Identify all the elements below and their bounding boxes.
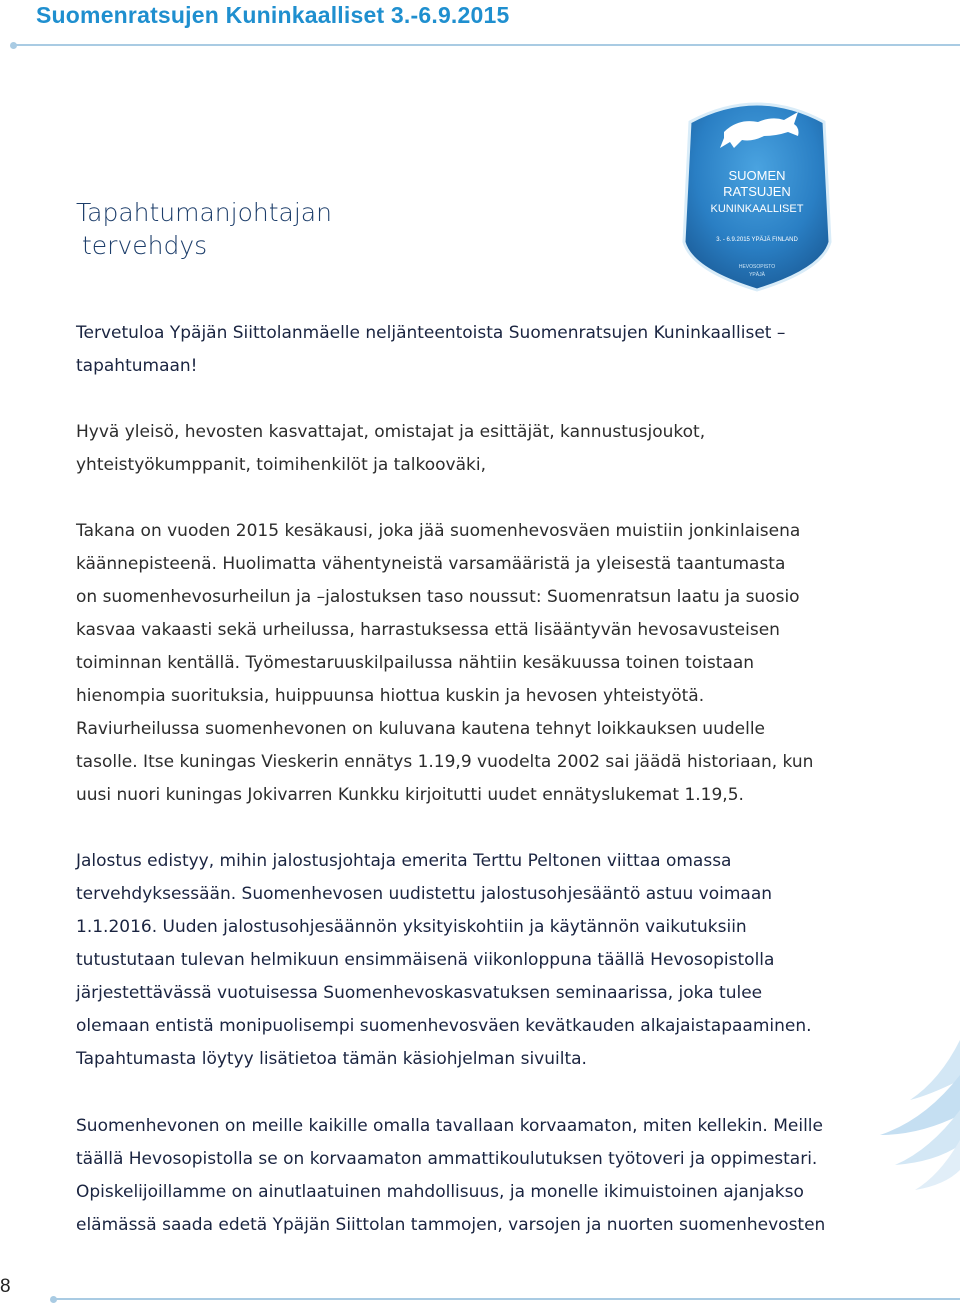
text-line: Jalostus edistyy, mihin jalostusjohtaja emerita Terttu Peltonen viittaa omassa [76,851,732,871]
logo-line2: RATSUJEN [723,184,791,199]
text-line: olemaan entistä monipuolisempi suomenhevosväen kevätkauden alkajaistapaaminen. [76,1016,812,1036]
summer-paragraph [76,515,813,812]
section-heading [76,196,332,262]
text-line: Tapahtumasta löytyy lisätietoa tämän käsiohjelman sivuilta. [76,1049,587,1069]
text-line: on suomenhevosurheilun ja –jalostuksen taso noussut: Suomenratsun laatu ja suosio [76,587,800,607]
event-logo [672,92,842,292]
text-line: käännepisteenä. Huolimatta vähentyneistä varsamääristä ja yleisestä taantumasta [76,554,786,574]
text-line: Opiskelijoillamme on ainutlaatuinen mahdollisuus, ja monelle ikimuistoinen ajanjakso [76,1182,804,1202]
text-line: täällä Hevosopistolla se on korvaamaton ammattikoulutuksen työtoveri ja oppimestari. [76,1149,818,1169]
text-line: uusi nuori kuningas Jokivarren Kunkku kirjoitutti uudet ennätyslukemat 1.19,5. [76,785,744,805]
text-line: Suomenhevonen on meille kaikille omalla tavallaan korvaamaton, miten kellekin. Meille [76,1116,823,1136]
text-line: tapahtumaan! [76,356,198,376]
text-line: hienompia suorituksia, huippuunsa hiottua kuskin ja hevosen yhteistyötä. [76,686,705,706]
heading-line: tervehdys [82,231,208,260]
logo-sub2: YPÄJÄ [749,272,765,278]
logo-line1: SUOMEN [728,168,786,183]
wing-decoration-icon [850,1040,960,1200]
welcome-paragraph [76,317,785,383]
text-line: Hyvä yleisö, hevosten kasvattajat, omistajat ja esittäjät, kannustusjoukot, [76,422,706,442]
logo-sub1: HEVOSOPISTO [738,264,776,270]
heading-line: Tapahtumanjohtajan [76,198,332,227]
logo-dates: 3. - 6.9.2015 YPÄJÄ FINLAND [716,237,798,243]
breeding-paragraph [76,845,812,1076]
text-line: Takana on vuoden 2015 kesäkausi, joka jää suomenhevosväen muistiin jonkinlaisena [76,521,801,541]
text-line: kasvaa vakaasti sekä urheilussa, harrastuksessa että lisääntyvän hevosavusteisen [76,620,780,640]
footer-rule [56,1298,960,1300]
text-line: tervehdyksessään. Suomenhevosen uudistettu jalostusohjesääntö astuu voimaan [76,884,773,904]
text-line: tutustutaan tulevan helmikuun ensimmäisenä viikonloppuna täällä Hevosopistolla [76,950,775,970]
logo-line3: KUNINKAALLISET [710,203,804,215]
greeting-paragraph [76,416,705,482]
text-line: toiminnan kentällä. Työmestaruuskilpailussa nähtiin kesäkuussa toinen toistaan [76,653,755,673]
text-line: järjestettävässä vuotuisessa Suomenhevoskasvatuksen seminaarissa, joka tulee [76,983,763,1003]
header-title: Suomenratsujen Kuninkaalliset 3.-6.9.2015 [36,2,510,28]
text-line: tasolle. Itse kuningas Vieskerin ennätys 1.19,9 vuodelta 2002 sai jäädä historiaan, kun [76,752,814,772]
text-line: yhteistyökumppanit, toimihenkilöt ja talkooväki, [76,455,486,475]
text-line: Tervetuloa Ypäjän Siittolanmäelle neljänteentoista Suomenratsujen Kuninkaalliset – [76,323,786,343]
text-line: 1.1.2016. Uuden jalostusohjesäännön yksityiskohtiin ja käytännön vaikutuksiin [76,917,747,937]
header-rule [14,44,960,46]
text-line: elämässä saada edetä Ypäjän Siittolan tammojen, varsojen ja nuorten suomenhevosten [76,1215,826,1235]
closing-paragraph [76,1110,825,1242]
text-line: Raviurheilussa suomenhevonen on kuluvana kautena tehnyt loikkauksen uudelle [76,719,766,739]
page-number: 8 [0,1276,11,1297]
